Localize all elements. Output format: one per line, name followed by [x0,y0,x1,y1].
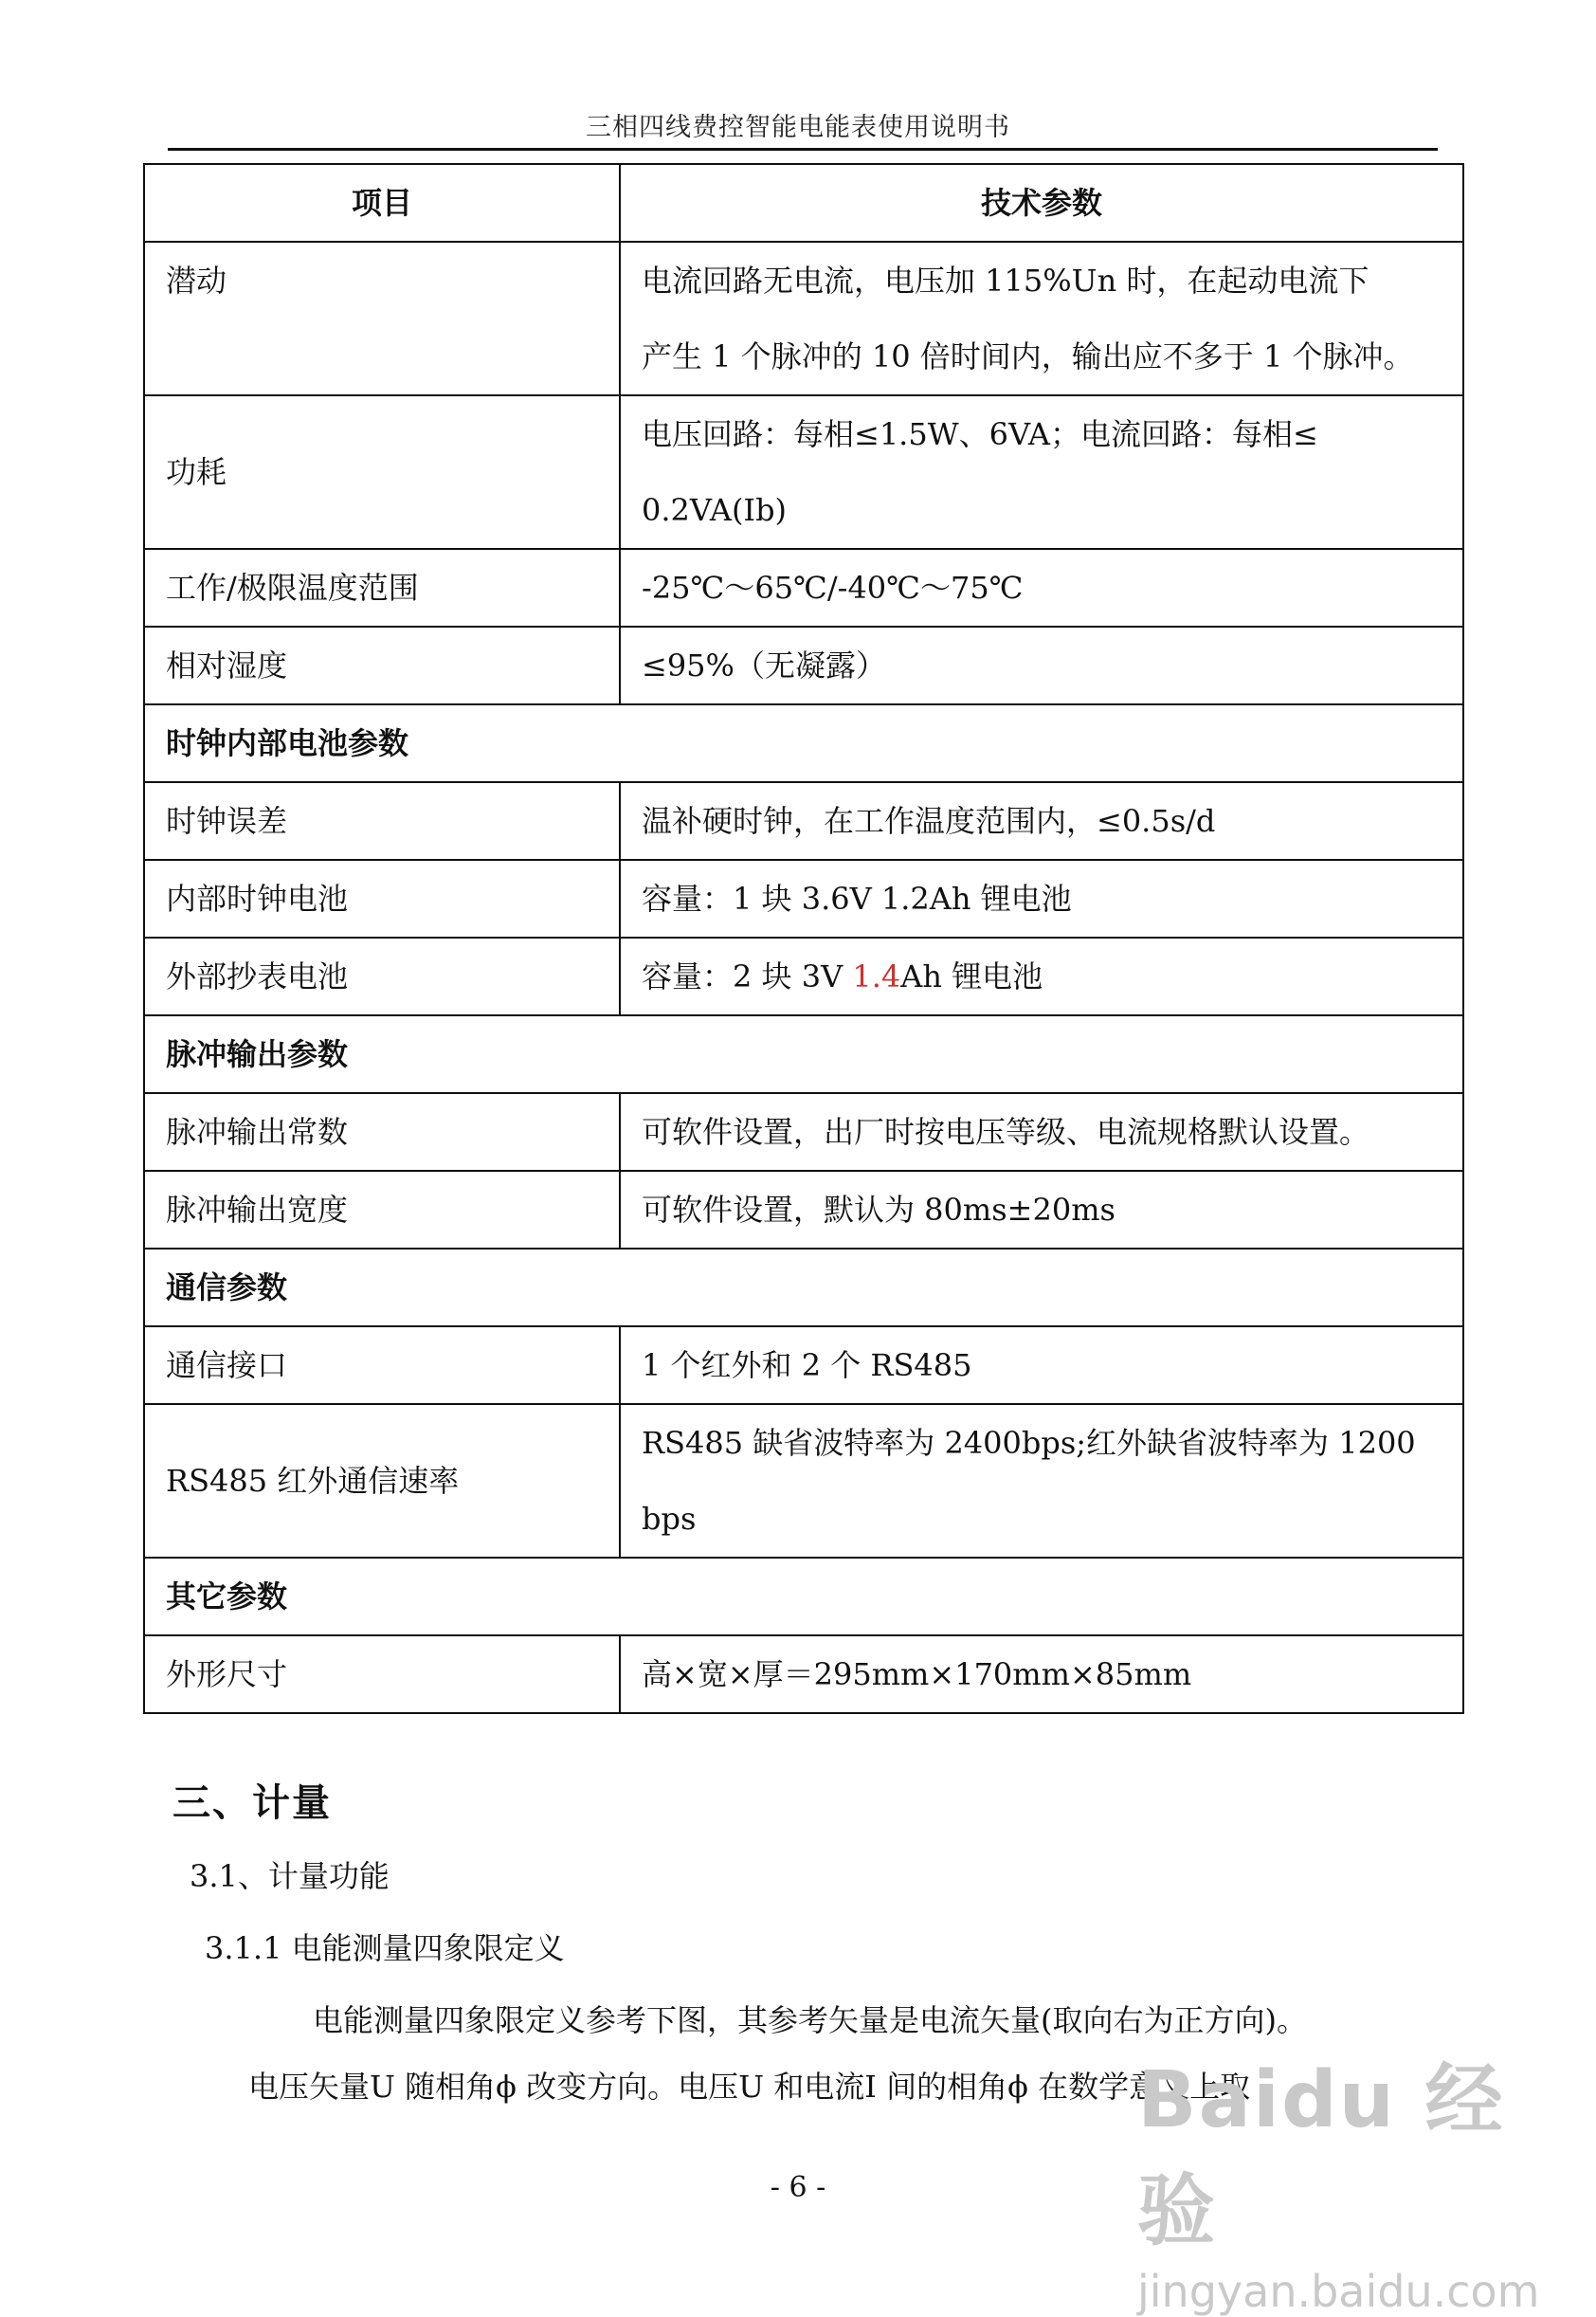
section-title-metering: 三、计量 [172,1781,332,1825]
page-number: - 6 - [770,2171,826,2204]
table-row [144,782,1463,860]
spec-table [143,163,1464,1714]
table-row [144,1326,1463,1404]
table-row [144,1171,1463,1249]
row-item-label: 外部抄表电池 [144,938,620,1015]
table-row [144,1635,1463,1713]
row-value [620,242,1463,395]
row-item-label: 脉冲输出常数 [144,1093,620,1171]
row-value [620,395,1463,549]
table-section-row [144,1249,1463,1326]
highlighted-value: 1.4 [852,958,901,994]
row-item-label: 潜动 [144,242,620,395]
table-row [144,1093,1463,1171]
row-value: ≤95%（无凝露） [620,627,1463,704]
column-header-item: 项目 [144,164,620,242]
subsubsection-title: 3.1.1 电能测量四象限定义 [205,1930,565,1966]
row-value: 可软件设置，出厂时按电压等级、电流规格默认设置。 [620,1093,1463,1171]
row-value: -25℃～65℃/-40℃～75℃ [620,549,1463,627]
table-header-row [144,164,1463,242]
table-row [144,938,1463,1015]
row-value: 1 个红外和 2 个 RS485 [620,1326,1463,1404]
value-text: Ah 锂电池 [900,958,1043,994]
section-heading-pulse-output: 脉冲输出参数 [144,1015,1463,1093]
watermark-url: jingyan.baidu.com [1137,2266,1540,2317]
row-item-label: 通信接口 [144,1326,620,1404]
section-heading-clock-battery: 时钟内部电池参数 [144,704,1463,782]
table-section-row [144,704,1463,782]
value-line: 电流回路无电流，电压加 115%Un 时，在起动电流下 [642,263,1369,299]
row-item-label: 内部时钟电池 [144,860,620,938]
baidu-jingyan-watermark [1137,2038,1554,2317]
value-line: RS485 缺省波特率为 2400bps;红外缺省波特率为 1200 [642,1425,1416,1461]
section-heading-other: 其它参数 [144,1558,1463,1635]
row-item-label: 相对湿度 [144,627,620,704]
row-value: 容量：1 块 3.6V 1.2Ah 锂电池 [620,860,1463,938]
table-section-row [144,1015,1463,1093]
value-line: 0.2VA(Ib) [642,492,788,528]
row-value: 可软件设置，默认为 80ms±20ms [620,1171,1463,1249]
row-value [620,1404,1463,1558]
running-header-title: 三相四线费控智能电能表使用说明书 [586,113,1010,142]
table-section-row [144,1558,1463,1635]
table-row [144,627,1463,704]
table-row [144,860,1463,938]
table-row [144,395,1463,549]
column-header-params: 技术参数 [620,164,1463,242]
row-item-label: RS485 红外通信速率 [144,1404,620,1558]
row-item-label: 外形尺寸 [144,1635,620,1713]
value-line: bps [642,1501,697,1537]
row-value: 温补硬时钟，在工作温度范围内，≤0.5s/d [620,782,1463,860]
subsection-title: 3.1、计量功能 [190,1858,390,1894]
row-item-label: 时钟误差 [144,782,620,860]
watermark-logo: Baidu 经验 [1137,2055,1505,2256]
table-row [144,549,1463,627]
section-heading-communication: 通信参数 [144,1249,1463,1326]
body-paragraph-line: 电能测量四象限定义参考下图，其参考矢量是电流矢量(取向右为正方向)。 [313,2002,1307,2038]
table-row [144,242,1463,395]
row-value: 高×宽×厚＝295mm×170mm×85mm [620,1635,1463,1713]
row-value [620,938,1463,1015]
table-row [144,1404,1463,1558]
value-text: 容量：2 块 3V [642,958,853,994]
row-item-label: 工作/极限温度范围 [144,549,620,627]
value-line: 电压回路：每相≤1.5W、6VA；电流回路：每相≤ [642,416,1318,452]
row-item-label: 功耗 [144,395,620,549]
header-rule [168,148,1438,151]
value-line: 产生 1 个脉冲的 10 倍时间内，输出应不多于 1 个脉冲。 [642,338,1414,374]
body-paragraph-line: 电压矢量U 随相角ϕ 改变方向。电压U 和电流I 间的相角ϕ 在数学意义上取 [248,2069,1251,2105]
row-item-label: 脉冲输出宽度 [144,1171,620,1249]
